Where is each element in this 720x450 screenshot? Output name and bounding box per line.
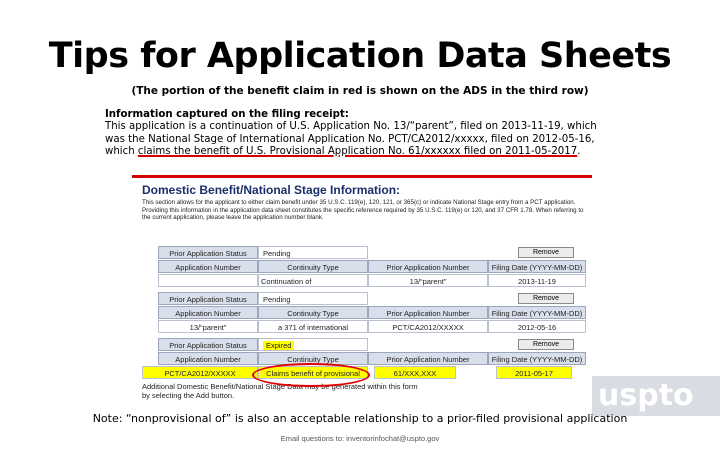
app-number-header: Application Number — [158, 306, 258, 319]
receipt-heading: Information captured on the filing receipt: — [105, 109, 349, 120]
prior-number-header: Prior Application Number — [368, 306, 488, 319]
receipt-line-3-end: . — [577, 146, 581, 158]
remove-button[interactable]: Remove — [518, 293, 574, 304]
prior-status-row-2 — [158, 292, 586, 305]
prior-status-select[interactable]: Pending — [258, 246, 368, 259]
remove-button[interactable]: Remove — [518, 339, 574, 350]
contact-email[interactable]: Email questions to: inventorinfochat@uspto.gov — [280, 434, 440, 443]
remove-button[interactable]: Remove — [518, 247, 574, 258]
continuity-select[interactable]: a 371 of international — [258, 320, 368, 333]
prior-number-header: Prior Application Number — [368, 260, 488, 273]
receipt-line-3-prefix: which — [105, 146, 138, 158]
prior-status-label: Prior Application Status — [158, 246, 258, 259]
slide-subtitle: (The portion of the benefit claim in red is shown on the ADS in the third row) — [131, 85, 589, 97]
receipt-line-3 — [105, 146, 625, 158]
filing-date-field[interactable]: 2011-05-17 — [496, 366, 572, 379]
app-number-header: Application Number — [158, 352, 258, 365]
prior-status-row-3 — [158, 338, 586, 351]
red-highlight-ellipse — [252, 363, 370, 387]
filing-date-header: Filing Date (YYYY-MM-DD) — [488, 260, 586, 273]
continuity-header: Continuity Type — [258, 260, 368, 273]
filing-date-header: Filing Date (YYYY-MM-DD) — [488, 306, 586, 319]
header-row-3 — [158, 352, 586, 365]
prior-number-field[interactable]: 61/XXX,XXX — [374, 366, 456, 379]
relationship-note: Note: “nonprovisional of” is also an acceptable relationship to a prior-filed provisional application — [92, 412, 628, 425]
prior-status-select[interactable]: Pending — [258, 292, 368, 305]
filing-date-field[interactable]: 2013-11-19 — [488, 274, 586, 287]
form-instructions: This section allows for the applicant to either claim benefit under 35 U.S.C. 119(e), 120, 121, or 365(c) or indicate National Stage entry from a PCT application. Providing this information in the application data sheet constitutes the specific reference required by 35 U.S.C. 119(e) or 120, and 37 CFR 1.78. When referring to the current application, please leave the application number blank. — [142, 199, 584, 222]
continuity-header: Continuity Type — [258, 352, 368, 365]
app-number-header: Application Number — [158, 260, 258, 273]
filing-receipt-text — [105, 109, 625, 159]
prior-number-field[interactable]: 13/“parent” — [368, 274, 488, 287]
app-number-field[interactable]: PCT/CA2012/XXXXX — [142, 366, 258, 379]
header-row-1 — [158, 260, 586, 273]
form-title: Domestic Benefit/National Stage Information: — [142, 183, 401, 197]
receipt-line-1: This application is a continuation of U.S. Application No. 13/“parent”, filed on 2013-11-19, which — [105, 121, 597, 133]
add-data-line-2: by selecting the Add button. — [142, 391, 235, 400]
prior-number-header: Prior Application Number — [368, 352, 488, 365]
prior-status-select[interactable] — [258, 338, 368, 351]
data-row-2 — [158, 320, 586, 333]
continuity-select[interactable]: Claims benefit of provisional — [258, 366, 368, 379]
app-number-field[interactable] — [158, 274, 258, 287]
red-separator-line — [132, 175, 592, 178]
continuity-select[interactable]: Continuation of — [258, 274, 368, 287]
data-row-3 — [158, 366, 586, 379]
prior-status-label: Prior Application Status — [158, 338, 258, 351]
prior-status-label: Prior Application Status — [158, 292, 258, 305]
add-data-line-1: Additional Domestic Benefit/National Stage Data may be generated within this form — [142, 382, 418, 391]
receipt-line-2: was the National Stage of International Application No. PCT/CA2012/xxxxx, filed on 2012-05-16, — [105, 133, 595, 145]
filing-date-field[interactable]: 2012-05-16 — [488, 320, 586, 333]
uspto-logo: uspto — [592, 376, 720, 416]
ads-form-screenshot — [142, 180, 592, 416]
prior-number-field[interactable]: PCT/CA2012/XXXXX — [368, 320, 488, 333]
app-number-field[interactable]: 13/“parent” — [158, 320, 258, 333]
prior-status-row-1 — [158, 246, 586, 259]
receipt-benefit-claim: claims the benefit of U.S. Provisional Application No. 61/xxxxxx filed on 2011-05-2017 — [137, 146, 578, 158]
expired-status: Expired — [263, 341, 294, 350]
data-row-1 — [158, 274, 586, 287]
header-row-2 — [158, 306, 586, 319]
continuity-header: Continuity Type — [258, 306, 368, 319]
filing-date-header: Filing Date (YYYY-MM-DD) — [488, 352, 586, 365]
slide-title: Tips for Application Data Sheets — [48, 36, 672, 76]
add-data-footer — [142, 382, 586, 408]
